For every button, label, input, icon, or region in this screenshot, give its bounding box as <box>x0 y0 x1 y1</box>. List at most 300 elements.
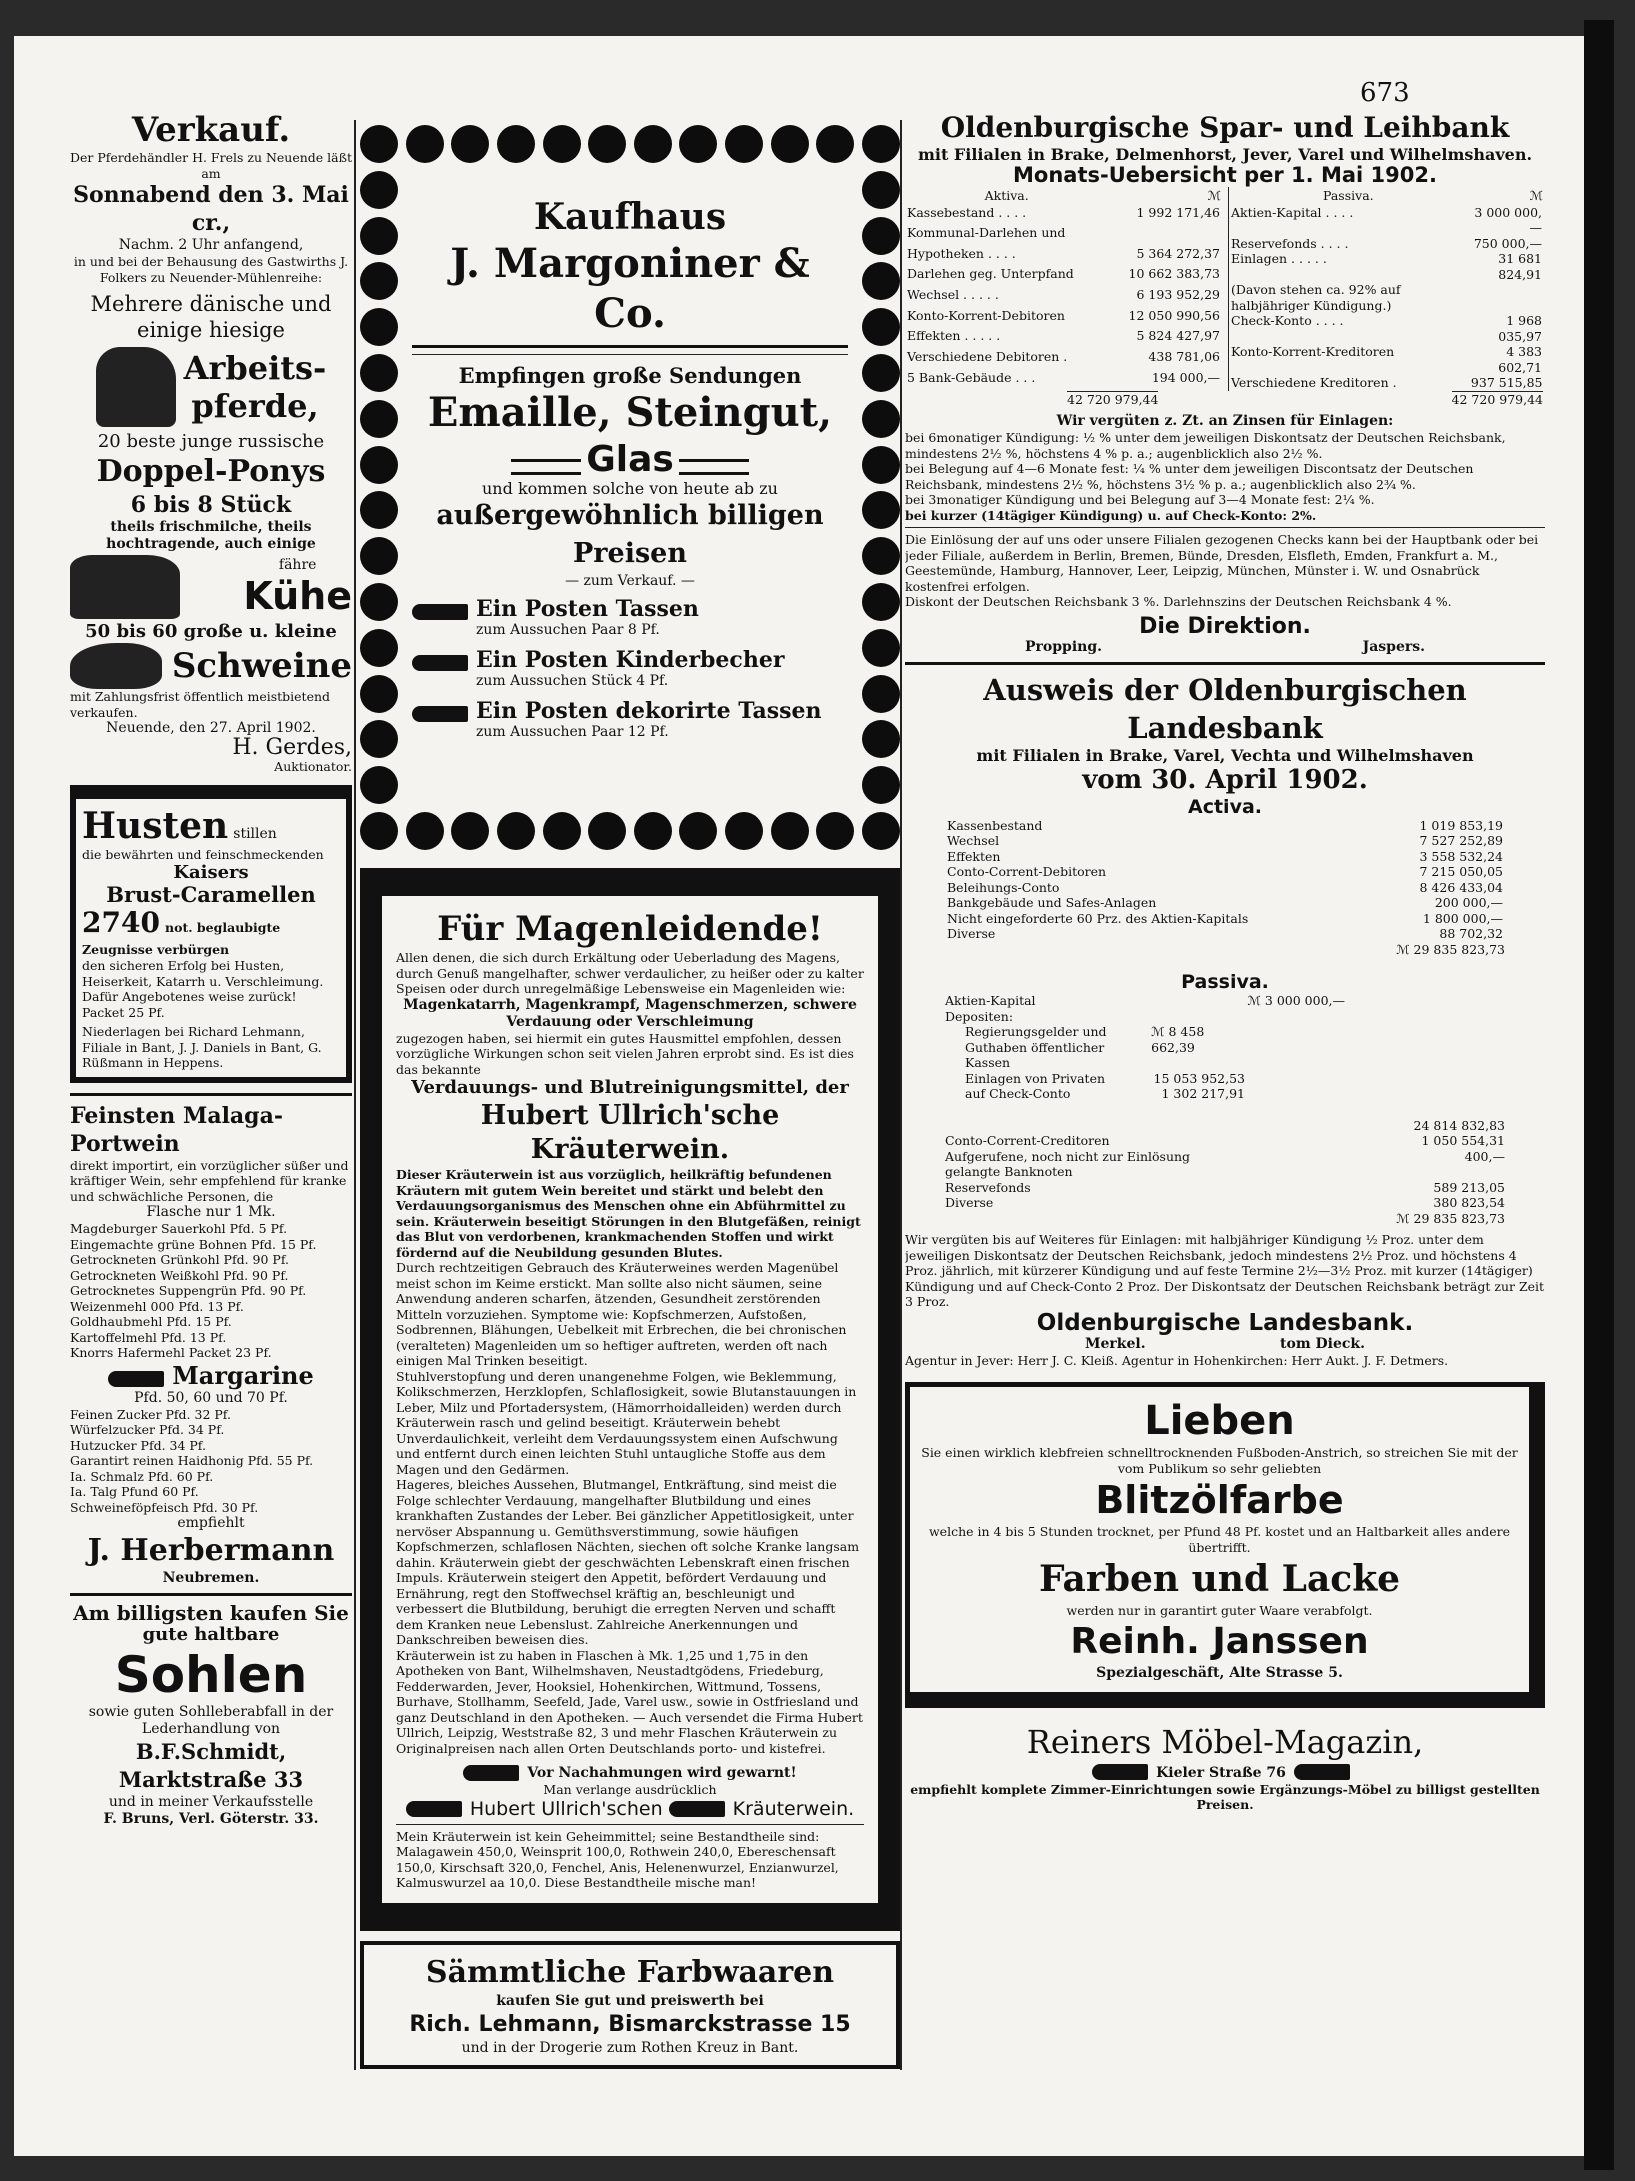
row-label: Darlehen geg. Unterpfand <box>907 266 1074 282</box>
pointing-hand-icon <box>108 1371 164 1387</box>
ad-janssen <box>905 1382 1545 1708</box>
page-edge-shadow <box>1584 20 1614 2170</box>
frame-dot <box>360 125 398 163</box>
aktiva-table <box>905 187 1222 391</box>
mark-symbol: ℳ <box>1207 188 1221 203</box>
pointing-hand-icon <box>406 1801 462 1817</box>
passiva2-value: 400,— <box>1464 1148 1505 1164</box>
margoniner-line: und kommen solche von heute ab zu <box>482 479 778 498</box>
frame-dot <box>862 446 900 484</box>
passiva2-value: 8 458 662,39 <box>1151 1024 1205 1055</box>
frame-dot <box>862 354 900 392</box>
passiva2-label: Reservefonds <box>945 1179 1031 1195</box>
row-value: 12 050 990,56 <box>1128 307 1220 323</box>
price-item: Garantirt reinen Haidhonig Pfd. 55 Pf. <box>70 1453 314 1468</box>
row-label: Kommunal-Darlehen und <box>907 225 1066 241</box>
price-item: Weizenmehl 000 Pfd. 13 Pf. <box>70 1298 244 1314</box>
passiva-sum: 42 720 979,44 <box>1451 391 1543 407</box>
page-number: 673 <box>1360 78 1410 108</box>
frame-dot <box>543 812 581 850</box>
row-value: 88 702,32 <box>1439 926 1503 941</box>
frame-dot <box>360 262 398 300</box>
pointing-hand-icon <box>1092 1764 1148 1780</box>
passiva2-value: 15 053 952,53 <box>1153 1070 1245 1086</box>
landesbank-sub: mit Filialen in Brake, Varel, Vechta und Wilhelmshaven <box>976 745 1474 765</box>
husten-line: die bewährten und feinschmeckenden <box>82 846 324 862</box>
verkauf-ponys: Doppel-Ponys <box>96 454 326 489</box>
table-row <box>945 849 1505 865</box>
frame-dot <box>406 125 444 163</box>
frame-dot <box>360 583 398 621</box>
price-item: Ia. Schmalz Pfd. 60 Pf. <box>70 1468 214 1484</box>
row-value: 3 000 000,— <box>1474 204 1542 235</box>
frame-dot <box>360 400 398 438</box>
table-row <box>945 895 1505 911</box>
divider <box>905 662 1545 665</box>
passiva2-block <box>905 993 1545 1226</box>
landesbank-name: Oldenburgische Landesbank. <box>1036 1309 1414 1336</box>
magen-product: Hubert Ullrich'sche Kräuterwein. <box>480 1100 780 1165</box>
frame-dot <box>862 308 900 346</box>
frame-dot <box>360 629 398 667</box>
row-label: Wechsel <box>947 833 1000 848</box>
margoniner-posten-price: zum Aussuchen Paar 12 Pf. <box>476 724 669 740</box>
passiva2-label: Einlagen von Privaten <box>965 1070 1106 1086</box>
malaga-line: direkt importirt, ein vorzüglicher süßer und kräftiger Wein, sehr empfehlend für kranke und schwächliche Personen, die <box>70 1157 349 1204</box>
magen-text: Durch rechtzeitigen Gebrauch des Kräuterweines werden Magenübel meist schon im Keime erstickt. Man sollte also nicht säumen, seine Anwendung anderen scharfen, ätzenden, Gesundheit zerstörenden Mitteln vorzuziehen. Symptome wie: Kopfschmerzen, Aufstoßen, Sodbrennen, Blähungen, Uebelkeit mit Erbrechen, die bei chronischen (veralteten) Magenleiden um so heftiger auftreten, werden oft nach einigen Mal Trinken beseitigt. <box>396 1260 847 1368</box>
activa-header: Activa. <box>1188 795 1262 818</box>
items2-list <box>70 1407 352 1516</box>
frame-dot <box>360 491 398 529</box>
row-label: Effekten <box>947 848 1001 864</box>
farb-title: Sämmtliche Farbwaaren <box>425 1954 835 1990</box>
row-label: Konto-Korrent-Kreditoren <box>1231 344 1395 359</box>
passiva2-label: Aufgerufene, noch nicht zur Einlösung gelangte Banknoten <box>945 1148 1191 1179</box>
landesbank-title: Ausweis der Oldenburgischen Landesbank <box>983 672 1467 745</box>
activa-sum: 29 835 823,73 <box>1413 941 1505 957</box>
pointing-hand-icon <box>463 1765 519 1781</box>
landesbank-agentur: Agentur in Jever: Herr J. C. Kleiß. Agentur in Hohenkirchen: Herr Aukt. J. F. Detmers. <box>905 1352 1449 1368</box>
frame-dot <box>360 675 398 713</box>
price-item: Eingemachte grüne Bohnen Pfd. 15 Pf. <box>70 1236 317 1252</box>
verkauf-pferde: pferde, <box>191 387 319 425</box>
bank-signature: Propping. <box>1025 638 1102 655</box>
ad-malaga <box>70 1093 352 1588</box>
row-value <box>1468 282 1545 313</box>
row-label: 5 Bank-Gebäude . . . <box>907 369 1036 385</box>
table-row <box>945 880 1505 896</box>
row-value: 1 019 853,19 <box>1419 817 1503 833</box>
aktiva-header: Aktiva. <box>984 188 1029 203</box>
janssen-name: Reinh. Janssen <box>1070 1620 1369 1662</box>
divider <box>70 1093 352 1096</box>
frame-dot <box>862 537 900 575</box>
frame-dot <box>451 812 489 850</box>
zinsen-line: bei 3monatiger Kündigung und bei Belegung auf 3—4 Monate fest: 2¼ %. <box>905 492 1375 507</box>
passiva2-sum: 29 835 823,73 <box>1413 1210 1505 1226</box>
passiva2-header: Passiva. <box>1181 971 1269 993</box>
sohlen-line: F. Bruns, Verl. Göterstr. 33. <box>103 1811 319 1827</box>
table-row <box>1229 236 1545 252</box>
herbermann-name: J. Herbermann <box>87 1533 335 1568</box>
magen-text: zugezogen haben, sei hiermit ein gutes Hausmittel empfohlen, dessen vorzügliche Wirkungen schon seit vielen Jahren erprobt sind. Es ist dies das bekannte <box>396 1030 854 1077</box>
frame-dot <box>862 766 900 804</box>
husten-line: Niederlagen bei Richard Lehmann, Filiale in Bant, J. J. Daniels in Bant, G. Rüßmann in Heppens. <box>82 1024 322 1070</box>
passiva2-label: Diverse <box>945 1195 994 1210</box>
verkauf-date: Sonnabend den 3. Mai cr., <box>73 182 349 236</box>
frame-dot <box>360 446 398 484</box>
row-value: 1 992 171,46 <box>1136 204 1220 220</box>
verkauf-line: theils frischmilche, theils hochtragende, auch einige <box>106 519 316 552</box>
frame-dot <box>725 125 763 163</box>
row-label: Kassenbestand <box>947 817 1043 833</box>
magen-text: Dieser Kräuterwein ist aus vorzüglich, heilkräftig befundenen Kräutern mit gutem Wein bereitet und stärkt und belebt den Verdauungsorganismus des Menschen ohne ein Abführmittel zu sein. Kräuterwein beseitigt Störungen in den Blutgefäßen, reinigt das Blut von verdorbenen, krankmachenden Stoffen und wirkt fördernd auf die Neubildung gesunden Blutes. <box>396 1167 861 1260</box>
verkauf-line: Mehrere dänische und <box>90 292 332 316</box>
row-value: 31 681 824,91 <box>1498 251 1542 282</box>
frame-dot <box>862 812 900 850</box>
table-row <box>1229 205 1545 236</box>
row-value: 438 781,06 <box>1148 349 1220 365</box>
janssen-line: welche in 4 bis 5 Stunden trocknet, per Pfund 48 Pf. kostet und an Haltbarkeit alles andere übertrifft. <box>928 1524 1511 1555</box>
pig-icon <box>70 643 162 689</box>
bank-title: Oldenburgische Spar- und Leihbank <box>940 111 1510 144</box>
sohlen-line: gute haltbare <box>142 1624 280 1645</box>
divider <box>70 1593 352 1596</box>
zinsen-header: Wir vergüten z. Zt. an Zinsen für Einlagen: <box>1056 413 1394 429</box>
table-row <box>945 926 1505 942</box>
verkauf-schweine: Schweine <box>171 646 352 686</box>
table-row <box>945 833 1505 849</box>
sohlen-line: Am billigsten kaufen Sie <box>73 1601 349 1625</box>
frame-dot <box>816 812 854 850</box>
passiva2-label: Regierungsgelder und Guthaben öffentlicher Kassen <box>965 1024 1107 1070</box>
row-label: Conto-Corrent-Debitoren <box>947 864 1107 879</box>
row-value: 5 824 427,97 <box>1136 328 1220 344</box>
husten-stillen: stillen <box>233 825 277 842</box>
row-value: 7 527 252,89 <box>1419 833 1503 848</box>
frame-dot <box>816 125 854 163</box>
magen-brand: Kräuterwein. <box>732 1797 855 1820</box>
farb-line: und in der Drogerie zum Rothen Kreuz in Bant. <box>461 2039 799 2056</box>
passiva2-label: auf Check-Conto <box>965 1086 1071 1101</box>
verkauf-line: 20 beste junge russische <box>97 431 325 452</box>
price-item: Kartoffelmehl Pfd. 13 Pf. <box>70 1329 227 1345</box>
sohlen-title: Sohlen <box>114 1646 308 1704</box>
frame-dot <box>360 766 398 804</box>
husten-number: 2740 <box>82 906 160 939</box>
malaga-list <box>70 1221 352 1361</box>
row-label: Beleihungs-Conto <box>947 879 1060 895</box>
price-item: Würfelzucker Pfd. 34 Pf. <box>70 1422 225 1437</box>
pointing-hand-icon <box>1294 1764 1350 1780</box>
margoniner-posten-price: zum Aussuchen Stück 4 Pf. <box>476 673 669 689</box>
frame-dot <box>360 354 398 392</box>
sohlen-line: und in meiner Verkaufsstelle <box>108 1794 314 1810</box>
magen-text: Kräuterwein ist zu haben in Flaschen à Mk. 1,25 und 1,75 in den Apotheken von Bant, Wilhelmshaven, Neustadtgödens, Friedeburg, Fedderwarden, Jever, Hooksiel, Hohenkirchen, Wittmund, Tossens, Burhave, Stollhamm, Seefeld, Jade, Varel usw., sowie in Ostfriesland und ganz Deutschland in den Apotheken. — Auch versendet die Firma Hubert Ullrich, Leipzig, Weststraße 82, 3 und mehr Flaschen Kräuterwein zu Originalpreisen nach allen Orten Deutschlands porto- und kistefrei. <box>396 1647 863 1756</box>
table-row <box>1229 251 1545 282</box>
frame-dot <box>360 171 398 209</box>
divider <box>412 345 848 348</box>
column-left <box>70 110 352 1828</box>
husten-line: Brust-Caramellen <box>106 882 316 907</box>
kaufhaus-title: Kaufhaus <box>533 196 727 238</box>
margoniner-posten: Ein Posten Tassen <box>476 596 699 622</box>
verkauf-line: fähre <box>278 556 317 573</box>
frame-dot <box>862 262 900 300</box>
column-middle <box>360 125 900 2069</box>
mark-symbol: ℳ <box>1151 1024 1165 1039</box>
row-label: Verschiedene Kreditoren . <box>1231 375 1397 390</box>
row-value: 1 800 000,— <box>1422 910 1503 926</box>
divider <box>412 354 848 355</box>
row-label: Diverse <box>947 926 996 941</box>
price-item: Magdeburger Sauerkohl Pfd. 5 Pf. <box>70 1221 288 1236</box>
passiva2-value: 380 823,54 <box>1433 1195 1505 1210</box>
margoniner-glas: Glas <box>586 439 674 480</box>
row-label: Kassebestand . . . . <box>907 204 1027 220</box>
table-row <box>1229 375 1545 391</box>
row-label: (Davon stehen ca. 92% auf halbjähriger Kündigung.) <box>1231 282 1401 313</box>
row-label: Wechsel . . . . . <box>907 287 999 303</box>
row-label: Konto-Korrent-Debitoren <box>907 307 1065 323</box>
farb-address: Rich. Lehmann, Bismarckstrasse 15 <box>409 2011 851 2037</box>
row-value: 750 000,— <box>1473 235 1542 251</box>
frame-dot <box>634 812 672 850</box>
column-rule <box>354 120 356 2070</box>
row-label: Einlagen . . . . . <box>1231 251 1327 266</box>
verkauf-intro: Der Pferdehändler H. Frels zu Neuende läßt am <box>70 150 352 181</box>
passiva2-value: 3 000 000,— <box>1264 993 1345 1008</box>
price-item: Feinen Zucker Pfd. 32 Pf. <box>70 1406 231 1422</box>
pointing-hand-icon <box>669 1801 725 1817</box>
frame-dot <box>406 812 444 850</box>
horse-icon <box>96 347 176 427</box>
price-item: Schweineföpfeisch Pfd. 30 Pf. <box>70 1499 259 1515</box>
frame-dot <box>360 537 398 575</box>
row-value: 194 000,— <box>1151 369 1220 385</box>
ad-sohlen <box>70 1593 352 1828</box>
frame-dot <box>497 125 535 163</box>
row-label: Verschiedene Debitoren . <box>907 349 1068 365</box>
janssen-lieben: Lieben <box>1144 1398 1295 1444</box>
frame-dot <box>588 125 626 163</box>
janssen-line: werden nur in garantirt guter Waare verabfolgt. <box>1066 1603 1373 1618</box>
frame-dot <box>634 125 672 163</box>
row-label: Bankgebäude und Safes-Anlagen <box>947 895 1157 910</box>
magen-text: Allen denen, die sich durch Erkältung oder Ueberladung des Magens, durch Genuß mangelhafter, schwer verdaulicher, zu heißer oder zu kalter Speisen oder durch unregelmäßige Lebensweise ein Magenleiden wie: <box>396 950 864 996</box>
row-value: 200 000,— <box>1434 895 1503 910</box>
price-item: Getrockneten Grünkohl Pfd. 90 Pf. <box>70 1252 289 1267</box>
magen-text: Hageres, bleiches Aussehen, Blutmangel, Entkräftung, sind meist die Folge schlechter Verdauung, mangelhafter Blutbildung und eines krankhaften Zustandes der Leber. Bei gänzlicher Appetitlosigkeit, unter nervöser Abspannung u. Gemüthsverstimmung, sowie häufigen Kopfschmerzen, schlaflosen Nächten, siechen oft solche Kranke langsam dahin. Kräuterwein giebt der geschwächten Lebenskraft einen frischen Impuls. Kräuterwein steigert den Appetit, befördert Verdauung und Ernährung, regt den Stoffwechsel kräftig an, beschleunigt und verbessert die Blutbildung, beruhigt die erregten Nerven und schafft dem Kranken neue Lebenslust. Zahlreiche Anerkennungen und Dankschreiben beweisen dies. <box>396 1477 860 1647</box>
frame-dot <box>360 217 398 255</box>
landesbank-signature: Merkel. <box>1085 1335 1146 1352</box>
mark-symbol: ℳ <box>1247 993 1261 1008</box>
pointing-hand-icon <box>412 706 468 722</box>
frame-dot <box>497 812 535 850</box>
row-value: 7 215 050,05 <box>1419 864 1503 879</box>
husten-title: Husten <box>82 804 229 847</box>
margoniner-posten: Ein Posten dekorirte Tassen <box>476 698 822 724</box>
table-row <box>1229 282 1545 313</box>
divider <box>396 1824 864 1825</box>
frame-dot <box>679 125 717 163</box>
passiva2-label: Depositen: <box>945 1008 1014 1024</box>
janssen-blitz: Blitzölfarbe <box>1095 1478 1344 1522</box>
zinsen-line: bei Belegung auf 4—6 Monate fest: ¼ % unter dem jeweiligen Discontsatz der Deutschen Reichsbank, mindestens 2½ %, höchstens 3½ % p. a.; augenblicklich also 2¾ %. <box>905 461 1474 492</box>
magen-brand: Hubert Ullrich'schen <box>469 1797 663 1820</box>
margoniner-preise: außergewöhnlich billigen Preisen <box>436 500 824 569</box>
table-row <box>945 818 1505 834</box>
frame-dot <box>862 583 900 621</box>
frame-dot <box>862 675 900 713</box>
reiners-address: Kieler Straße 76 <box>1156 1764 1286 1781</box>
frame-dot <box>771 812 809 850</box>
verkauf-time: Nachm. 2 Uhr anfangend, <box>118 237 304 253</box>
table-row <box>905 370 1222 391</box>
passiva2-label: Aktien-Kapital <box>945 993 1036 1008</box>
ad-margoniner <box>360 125 900 850</box>
verkauf-signature: H. Gerdes, <box>232 735 352 760</box>
table-row <box>1229 313 1545 344</box>
reiners-title: Reiners Möbel-Magazin, <box>1026 1722 1424 1761</box>
mark-symbol: ℳ <box>1396 941 1410 957</box>
price-item: Knorrs Hafermehl Packet 23 Pf. <box>70 1345 272 1360</box>
table-row <box>905 308 1222 329</box>
verkauf-line: 6 bis 8 Stück <box>130 492 292 518</box>
row-value: 5 364 272,37 <box>1136 245 1220 261</box>
janssen-farben: Farben und Lacke <box>1038 1558 1401 1600</box>
row-value: 4 383 602,71 <box>1498 344 1542 375</box>
margarine-price: Pfd. 50, 60 und 70 Pf. <box>134 1389 288 1406</box>
row-label: Check-Konto . . . . <box>1231 313 1344 328</box>
row-value: 1 968 035,97 <box>1498 313 1542 344</box>
verkauf-line: einige hiesige <box>137 318 285 342</box>
ad-farbwaaren <box>360 1941 900 2069</box>
frame-dot <box>588 812 626 850</box>
malaga-empfiehlt: empfiehlt <box>177 1515 245 1531</box>
husten-line: Kaisers <box>173 862 249 883</box>
bank-diskont: Diskont der Deutschen Reichsbank 3 %. Darlehnszins der Deutschen Reichsbank 4 %. <box>905 594 1452 609</box>
bank-direktion: Die Direktion. <box>1139 613 1311 639</box>
row-label: Effekten . . . . . <box>907 328 1001 344</box>
bank-balance <box>905 187 1545 391</box>
frame-dot <box>725 812 763 850</box>
ad-husten <box>70 785 352 1083</box>
margoniner-line: Empfingen große Sendungen <box>458 363 802 388</box>
table-row <box>905 328 1222 349</box>
row-label: Hypotheken . . . . <box>907 245 1016 261</box>
magen-title: Für Magenleidende! <box>437 909 823 949</box>
activa-table <box>945 818 1505 942</box>
verkauf-title: Verkauf. <box>131 110 291 150</box>
passiva-header: Passiva. <box>1323 188 1374 203</box>
passiva2-label: Conto-Corrent-Creditoren <box>945 1133 1110 1148</box>
malaga-line: Flasche nur 1 Mk. <box>146 1204 276 1220</box>
frame-dot <box>862 125 900 163</box>
magen-text: Magenkatarrh, Magenkrampf, Magenschmerzen, schwere Verdauung oder Verschleimung <box>403 996 857 1030</box>
frame-dot <box>862 400 900 438</box>
passiva-table <box>1228 187 1545 391</box>
bank-einloesung: Die Einlösung der auf uns oder unsere Filialen gezogenen Checks kann bei der Hauptbank oder bei jeder Filiale, außerdem in Berlin, Bremen, Bünde, Dresden, Elsfleth, Emden, Frankfurt a. M., Geestemünde, Hamburg, Hannover, Leer, Leipzig, München, Münster i. W. und Osnabrück kostenfrei erfolgen. <box>905 532 1539 594</box>
divider <box>905 527 1545 528</box>
verkauf-role: Auktionator. <box>274 759 352 774</box>
margoniner-posten: Ein Posten Kinderbecher <box>476 647 785 673</box>
magen-text: Verdauungs- und Blutreinigungsmittel, der <box>411 1077 849 1098</box>
pointing-hand-icon <box>412 604 468 620</box>
column-rule <box>900 120 902 2070</box>
landesbank-signature: tom Dieck. <box>1280 1335 1365 1352</box>
verkauf-line: mit Zahlungsfrist öffentlich meistbietend verkaufen. <box>70 689 331 720</box>
verkauf-kuehe: Kühe <box>243 573 352 618</box>
frame-dot <box>360 812 398 850</box>
husten-line: not. beglaubigte Zeugnisse verbürgen <box>82 920 281 957</box>
price-item: Getrockneten Weißkohl Pfd. 90 Pf. <box>70 1267 289 1283</box>
column-right <box>905 110 1545 1813</box>
magen-text: Mein Kräuterwein ist kein Geheimmittel; seine Bestandtheile sind: Malagawein 450,0, Weinsprit 100,0, Rothwein 240,0, Ebereschensaft 150,0, Kirschsaft 320,0, Fenchel, Anis, Helenenwurzel, Enzianwurzel, Kalmuswurzel aa 10,0. Diese Bestandtheile mische man! <box>396 1828 839 1890</box>
frame-dot <box>862 629 900 667</box>
malaga-title: Feinsten Malaga-Portwein <box>70 1102 283 1157</box>
frame-dot <box>360 308 398 346</box>
row-label: Nicht eingeforderte 60 Prz. des Aktien-Kapitals <box>947 910 1249 926</box>
cow-icon <box>70 555 180 619</box>
frame-dot <box>771 125 809 163</box>
frame-dot <box>862 491 900 529</box>
landesbank-zinsen: Wir vergüten bis auf Weiteres für Einlagen: mit halbjähriger Kündigung ½ Proz. unter dem jeweiligen Diskontsatz der Deutschen Reichsbank, jedoch mindestens 2½ Proz. und höchstens 4 Proz. jährlich, mit kürzerer Kündigung und auf feste Termine 2½—3½ Proz. mit kurzer (14tägiger) Kündigung und auf Check-Conto 2 Proz. Der Diskontsatz der Deutschen Reichsbank beträgt zur Zeit 3 Proz. <box>905 1232 1545 1309</box>
verkauf-line: 50 bis 60 große u. kleine <box>85 621 337 642</box>
mark-symbol: ℳ <box>1529 188 1543 203</box>
passiva2-value: 589 213,05 <box>1433 1179 1505 1195</box>
passiva2-value: 1 050 554,31 <box>1421 1133 1505 1148</box>
magen-text: Stuhlverstopfung und deren unangenehme Folgen, wie Beklemmung, Kolikschmerzen, Herzklopfen, Schlaflosigkeit, sowie Blutanstauungen in Leber, Milz und Pfortadersystem, (Hämorrhoidalleiden) werden durch Kräuterwein rasch und gelind beseitigt. Kräuterwein behebt Unverdaulichkeit, verleiht dem Verdauungssystem einen Aufschwung und entfernt durch einen leichten Stuhl untaugliche Stoffe aus dem Magen und den Gedärmen. <box>396 1368 857 1477</box>
frame-dot <box>360 720 398 758</box>
row-label: Aktien-Kapital . . . . <box>1231 204 1354 220</box>
table-row <box>905 287 1222 308</box>
mark-symbol: ℳ <box>1396 1210 1410 1226</box>
table-row <box>905 246 1222 267</box>
table-row <box>945 911 1505 927</box>
zinsen-line: bei 6monatiger Kündigung: ½ % unter dem jeweiligen Diskontsatz der Deutschen Reichsbank, mindestens 2½ %, höchstens 4 % p. a.; augenblicklich also 2½ %. <box>905 430 1506 461</box>
bank-signature: Jaspers. <box>1362 638 1425 655</box>
margarine-label: Margarine <box>172 1360 314 1390</box>
janssen-line: Sie einen wirklich klebfreien schnelltrocknenden Fußboden-Anstrich, so streichen Sie mit der vom Publikum so sehr geliebten <box>921 1445 1518 1476</box>
janssen-address: Spezialgeschäft, Alte Strasse 5. <box>1096 1664 1343 1681</box>
table-row <box>1229 344 1545 375</box>
passiva2-value: 1 302 217,91 <box>1161 1086 1245 1101</box>
bank-sub: mit Filialen in Brake, Delmenhorst, Jever, Varel und Wilhelmshaven. <box>917 145 1533 164</box>
ad-reiners <box>905 1722 1545 1813</box>
margoniner-line: — zum Verkauf. — <box>565 573 695 589</box>
row-value: 937 515,85 <box>1470 375 1543 390</box>
price-item: Ia. Talg Pfund 60 Pf. <box>70 1484 199 1499</box>
verkauf-arbeits: Arbeits- <box>183 349 327 387</box>
table-row <box>905 205 1222 226</box>
row-value: 3 558 532,24 <box>1419 848 1503 864</box>
pointing-hand-icon <box>412 655 468 671</box>
margoniner-emaille: Emaille, Steingut, <box>427 389 833 436</box>
table-row <box>945 864 1505 880</box>
magen-text: Man verlange ausdrücklich <box>543 1782 717 1797</box>
table-row <box>905 349 1222 370</box>
passiva2-value: 24 814 832,83 <box>1413 1117 1505 1133</box>
frame-dot <box>862 720 900 758</box>
herbermann-place: Neubremen. <box>162 1570 260 1586</box>
sohlen-line: B.F.Schmidt, Marktstraße 33 <box>118 1739 304 1792</box>
ad-magenleidende <box>360 868 900 1931</box>
price-item: Hutzucker Pfd. 34 Pf. <box>70 1437 206 1453</box>
farb-line: kaufen Sie gut und preiswerth bei <box>496 1992 764 2009</box>
margoniner-firm: J. Margoniner & Co. <box>450 240 810 337</box>
margoniner-posten-price: zum Aussuchen Paar 8 Pf. <box>476 622 660 638</box>
